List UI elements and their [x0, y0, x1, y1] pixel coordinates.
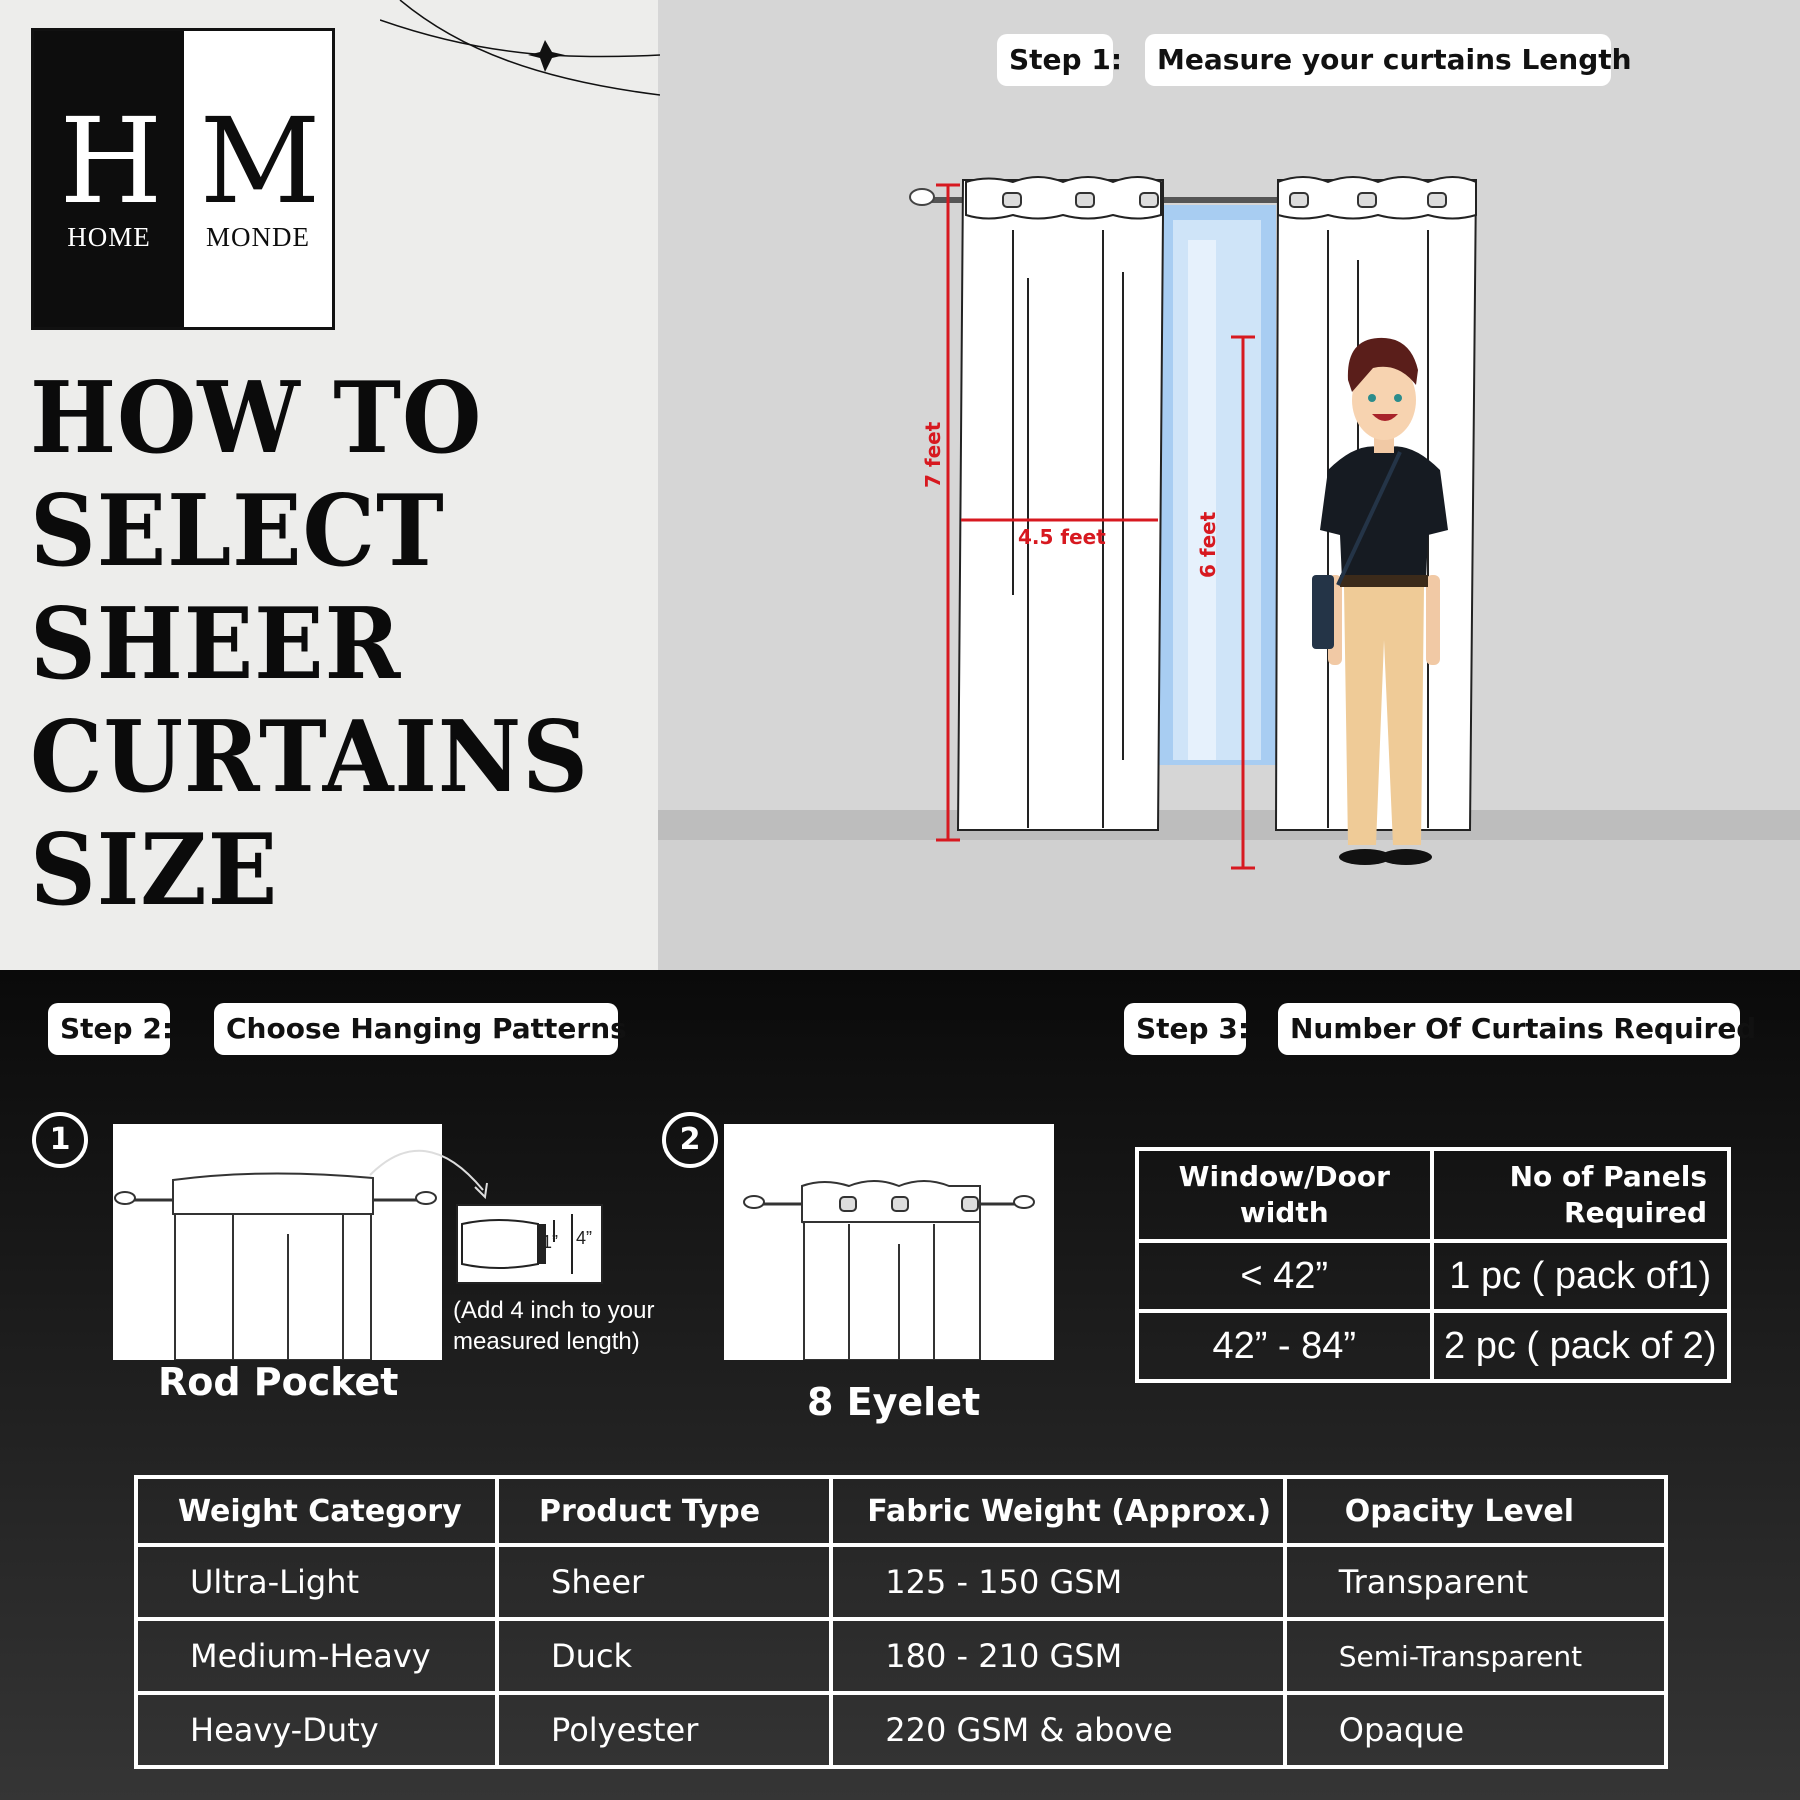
table-cell: Ultra-Light — [136, 1545, 497, 1619]
length-label: 7 feet — [921, 421, 945, 488]
left-curtain — [958, 180, 1163, 830]
table-cell: Semi-Transparent — [1285, 1619, 1666, 1693]
headline-line: HOW TO — [30, 361, 483, 476]
panels-required-table — [1135, 1147, 1731, 1383]
rod-pocket-note: (Add 4 inch to your measured length) — [453, 1297, 655, 1355]
rod-pocket-outer-label: 4” — [576, 1228, 593, 1248]
person-left-eye — [1368, 394, 1376, 402]
table-cell: 125 - 150 GSM — [831, 1545, 1285, 1619]
length-measure-line — [936, 185, 960, 840]
step1-title: Measure your curtains Length — [1145, 34, 1611, 86]
width-label: 4.5 feet — [1018, 525, 1106, 549]
step1-label: Step 1: — [997, 34, 1113, 86]
step3-label: Step 3: — [1124, 1003, 1246, 1055]
table-row — [136, 1619, 1666, 1693]
table-cell: < 42” — [1137, 1241, 1432, 1311]
rod-pocket-detail — [456, 1204, 603, 1284]
step3-title: Number Of Curtains Required — [1278, 1003, 1740, 1055]
table-cell: Duck — [497, 1619, 831, 1693]
logo-left-word: HOME — [67, 221, 151, 252]
decorative-star-icon — [380, 0, 660, 110]
table-header: Fabric Weight (Approx.) — [831, 1477, 1285, 1545]
logo-right-word: MONDE — [206, 221, 310, 252]
table-cell: Medium-Heavy — [136, 1619, 497, 1693]
eyelet-image — [724, 1124, 1054, 1360]
person-right-eye — [1394, 394, 1402, 402]
rod-pocket-caption: Rod Pocket — [158, 1360, 399, 1404]
table-cell: Heavy-Duty — [136, 1693, 497, 1767]
table-header-row — [1137, 1149, 1729, 1241]
person-right-arm — [1426, 575, 1440, 665]
table-cell: 42” - 84” — [1137, 1311, 1432, 1381]
eyelet-caption: 8 Eyelet — [807, 1380, 981, 1424]
table-header: Weight Category — [136, 1477, 497, 1545]
logo-right-letter: M — [199, 91, 317, 230]
logo-right-block — [184, 31, 332, 327]
person-height-label: 6 feet — [1196, 511, 1220, 578]
person-right-shoe — [1380, 849, 1432, 865]
headline-line: SHEER — [30, 587, 402, 702]
rod-pocket-inner-label: 1” — [542, 1232, 559, 1252]
table-cell: 180 - 210 GSM — [831, 1619, 1285, 1693]
logo-left-letter: H — [59, 91, 159, 230]
headline — [30, 362, 607, 927]
step2-label: Step 2: — [48, 1003, 170, 1055]
table-row — [1137, 1311, 1729, 1381]
table-cell: 1 pc ( pack of1) — [1432, 1241, 1730, 1311]
curtain-measurement-illustration — [658, 0, 1800, 900]
fabric-weight-table — [134, 1475, 1668, 1769]
table-row — [1137, 1241, 1729, 1311]
option-number-badge: 1 — [32, 1112, 88, 1168]
table-cell: 220 GSM & above — [831, 1693, 1285, 1767]
rod-finial-left — [910, 189, 934, 205]
table-row — [136, 1693, 1666, 1767]
table-cell: 2 pc ( pack of 2) — [1432, 1311, 1730, 1381]
option-number-badge: 2 — [662, 1112, 718, 1168]
brand-logo — [31, 28, 335, 330]
table-cell: Transparent — [1285, 1545, 1666, 1619]
headline-line: SIZE — [30, 813, 279, 928]
window-glare — [1188, 240, 1216, 760]
person-bag — [1312, 575, 1334, 649]
table-header-row — [136, 1477, 1666, 1545]
logo-left-block — [34, 31, 184, 327]
table-cell: Sheer — [497, 1545, 831, 1619]
headline-line: CURTAINS — [30, 700, 589, 815]
window-pane — [1173, 220, 1261, 760]
eyelet-curtain-drawing — [724, 1124, 1054, 1360]
table-header: No of Panels Required — [1432, 1149, 1730, 1241]
table-header: Product Type — [497, 1477, 831, 1545]
table-header: Opacity Level — [1285, 1477, 1666, 1545]
headline-line: SELECT — [30, 474, 445, 589]
person-belt — [1340, 575, 1428, 587]
step2-title: Choose Hanging Patterns — [214, 1003, 618, 1055]
arrow-icon — [365, 1135, 495, 1205]
left-curtain-header — [966, 177, 1161, 219]
table-row — [136, 1545, 1666, 1619]
table-cell: Opaque — [1285, 1693, 1666, 1767]
table-cell: Polyester — [497, 1693, 831, 1767]
table-header: Window/Door width — [1137, 1149, 1432, 1241]
